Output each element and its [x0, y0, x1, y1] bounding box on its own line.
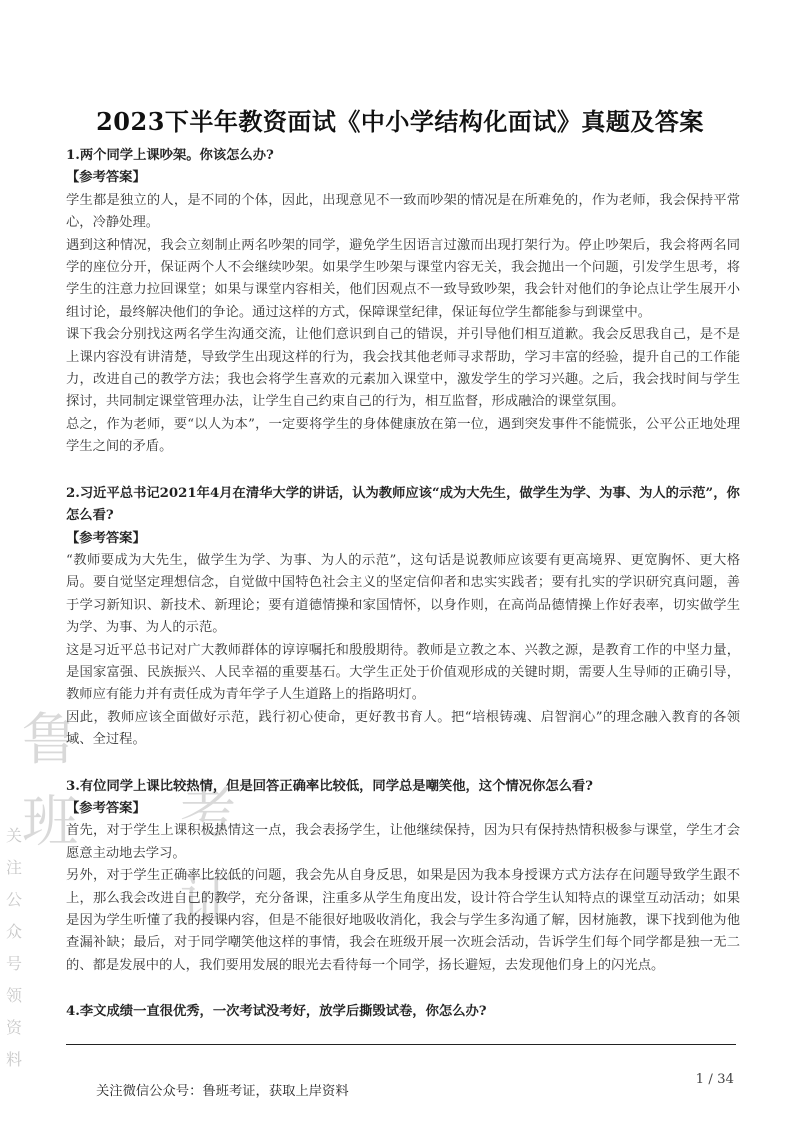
question-section: [66, 776, 740, 978]
document-body: [66, 145, 740, 1048]
footer-text: 关注微信公众号：鲁班考证，获取上岸资料: [96, 1084, 349, 1099]
question-heading: 1.两个同学上课吵架。你该怎么办?: [66, 148, 274, 163]
question-heading: 4.李文成绩一直很优秀，一次考试没考好，放学后撕毁试卷，你怎么办?: [66, 1004, 487, 1020]
question-section: [66, 1001, 740, 1023]
watermark-text: 鲁班: [22, 708, 78, 855]
watermark-side-text: 关注公众号领资料: [6, 826, 23, 1069]
question-heading: 2.习近平总书记2021年4月在清华大学的讲话，认为教师应该“成为大先生，做学生为学、为事、为人的示范”，你怎么看?: [66, 485, 740, 524]
answer-label: 【参考答案】: [66, 800, 146, 816]
question-section: [66, 483, 740, 752]
page-number: 1 / 34: [695, 1072, 734, 1087]
answer-paragraph: 遇到这种情况，我会立刻制止两名吵架的同学，避免学生因语言过激而出现打架行为。停止吵架后，我会将两名同学的座位分开，保证两个人不会继续吵架。如果学生吵架与课堂内容无关，我会抛出一个问题，引发学生思考，将学生的注意力拉回课堂；如果与课堂内容相关，他们因观点不一致导致吵架，我会针对他们的争论点让学生展开小组讨论，最终解决他们的争论。通过这样的方式，保障课堂纪律，保证每位学生都能参与到课堂中。: [66, 237, 740, 320]
footer-divider: [66, 1044, 736, 1045]
answer-paragraph: 课下我会分别找这两名学生沟通交流，让他们意识到自己的错误，并引导他们相互道歉。我会反思我自己，是不是上课内容没有讲清楚，导致学生出现这样的行为，我会找其他老师寻求帮助，学习丰富的经验，提升自己的工作能力，改进自己的教学方法；我也会将学生喜欢的元素加入课堂中，激发学生的学习兴趣。之后，我会找时间与学生探讨，共同制定课堂管理办法，让学生自己约束自己的行为，相互监督，形成融洽的课堂氛围。: [66, 327, 740, 410]
answer-paragraph: “教师要成为大先生，做学生为学、为事、为人的示范”，这句话是说教师应该要有更高境界、更宽胸怀、更大格局。要自觉坚定理想信念，自觉做中国特色社会主义的坚定信仰者和忠实实践者；要有扎实的学识研究真问题，善于学习新知识、新技术、新理论；要有道德情操和家国情怀，以身作则，在高尚品德情操上作好表率，切实做学生为学、为事、为人的示范。: [66, 552, 740, 636]
answer-label: 【参考答案】: [66, 170, 146, 186]
answer-paragraph: 另外，对于学生正确率比较低的问题，我会先从自身反思，如果是因为我本身授课方式方法存在问题导致学生跟不上，那么我会改进自己的教学，充分备课，注重多从学生角度出发，设计符合学生认知特点的课堂互动活动；如果是因为学生听懂了我的授课内容，但是不能很好地吸收消化，我会与学生多沟通了解，因材施教，课下找到他为他查漏补缺；最后，对于同学嘲笑他这样的事情，我会在班级开展一次班会活动，告诉学生们每个同学都是独一无二的、都是发展中的人，我们要用发展的眼光去看待每一个同学，扬长避短，去发现他们身上的闪光点。: [66, 868, 740, 973]
answer-paragraph: 这是习近平总书记对广大教师群体的谆谆嘱托和殷殷期待。教师是立教之本、兴教之源，是教育工作的中坚力量，是国家富强、民族振兴、人民幸福的重要基石。大学生正处于价值观形成的关键时期，需要人生导师的正确引导，教师应有能力并有责任成为青年学子人生道路上的指路明灯。: [66, 642, 740, 703]
answer-paragraph: 因此，教师应该全面做好示范，践行初心使命，更好教书育人。把“培根铸魂、启智润心”的理念融入教育的各领域、全过程。: [66, 709, 740, 748]
page-title: 2023下半年教资面试《中小学结构化面试》真题及答案: [96, 107, 704, 137]
answer-paragraph: 首先，对于学生上课积极热情这一点，我会表扬学生，让他继续保持，因为只有保持热情积极参与课堂，学生才会愿意主动地去学习。: [66, 823, 740, 861]
answer-label: 【参考答案】: [66, 530, 146, 546]
question-section: [66, 145, 740, 459]
answer-paragraph: 总之，作为老师，要“以人为本”，一定要将学生的身体健康放在第一位，遇到突发事件不能慌张，公平公正地处理学生之间的矛盾。: [66, 416, 740, 455]
answer-paragraph: 学生都是独立的人，是不同的个体，因此，出现意见不一致而吵架的情况是在所难免的，作为老师，我会保持平常心，冷静处理。: [66, 192, 740, 231]
question-heading: 3.有位同学上课比较热情，但是回答正确率比较低，同学总是嘲笑他，这个情况你怎么看?: [66, 778, 593, 794]
watermark-text: 考证: [180, 781, 236, 934]
